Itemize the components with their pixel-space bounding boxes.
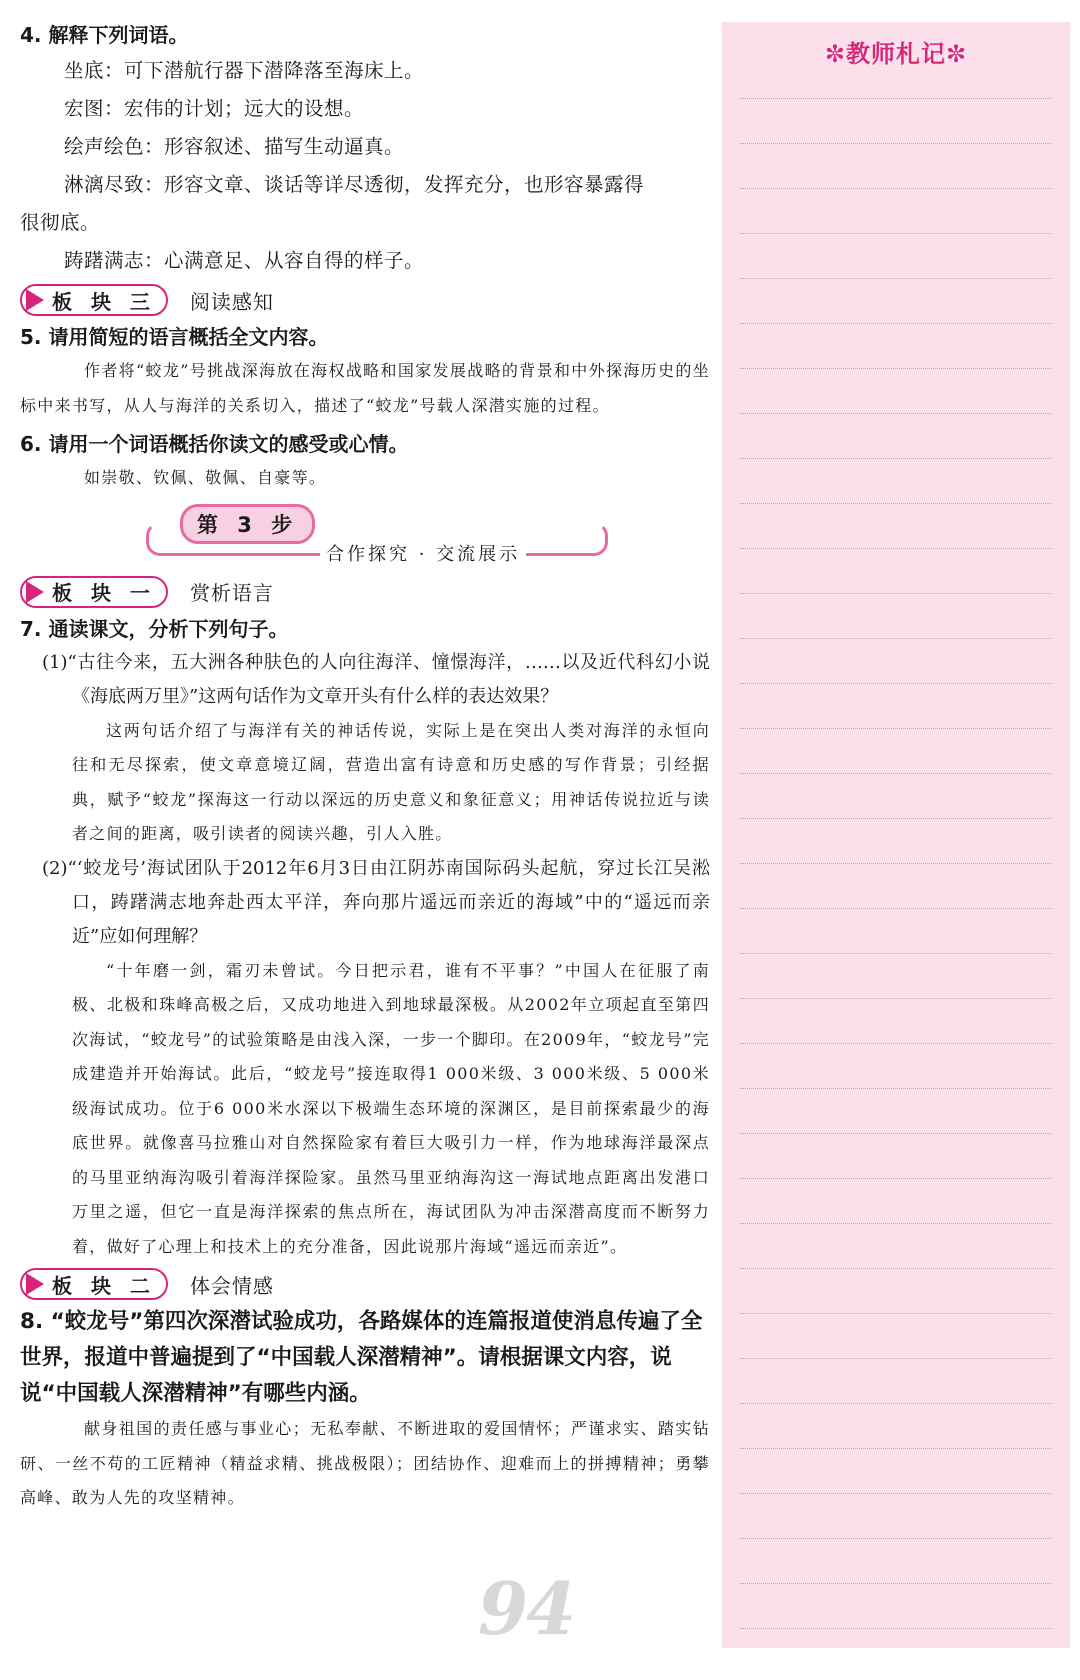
note-ruling-line	[740, 1403, 1052, 1404]
section-title: 赏析语言	[189, 581, 274, 605]
question-7-title: 7. 通读课文，分析下列句子。	[20, 616, 289, 641]
note-ruling-line	[740, 323, 1052, 324]
term-definition: 淋漓尽致：形容文章、谈话等详尽透彻，发挥充分，也形容暴露得	[64, 173, 645, 196]
question-5-title: 5. 请用简短的语言概括全文内容。	[20, 325, 329, 349]
step-subtitle: 合作探究 · 交流展示	[320, 540, 526, 566]
question-8-answer: 献身祖国的责任感与事业心；无私奉献、不断进取的爱国情怀；严谨求实、踏实钻研、一丝不苟的工匠精神（精益求精、挑战极限）；团结协作、迎难而上的拼搏精神；勇攀高峰、敢为人先的攻坚精神。	[20, 1419, 710, 1507]
question-5-answer: 作者将“蛟龙”号挑战深海放在海权战略和国家发展战略的背景和中外探海历史的坐标中来书写，从人与海洋的关系切入，描述了“蛟龙”号载人深潜实施的过程。	[20, 361, 710, 415]
note-ruling-line	[740, 188, 1052, 189]
term-definition: 绘声绘色：形容叙述、描写生动逼真。	[64, 135, 405, 158]
note-ruling-line	[740, 368, 1052, 369]
term-definition: 坐底：可下潜航行器下潜降落至海床上。	[64, 59, 425, 82]
section-badge-label: 板 块 一	[52, 581, 156, 605]
section-badge	[20, 576, 168, 608]
question-7-sub1: (1)“古往今来，五大洲各种肤色的人向往海洋、憧憬海洋，……以及近代科幻小说《海底两万里》”这两句话作为文章开头有什么样的表达效果？	[42, 651, 710, 707]
note-ruling-line	[740, 1043, 1052, 1044]
note-ruling-line	[740, 908, 1052, 909]
note-ruling-line	[740, 1313, 1052, 1314]
note-ruling-line	[740, 548, 1052, 549]
note-ruling-line	[740, 1088, 1052, 1089]
section-badge-label: 板 块 三	[52, 289, 156, 314]
note-ruling-line	[740, 638, 1052, 639]
step-label: 第 3 步	[180, 504, 315, 544]
note-ruling-line	[740, 728, 1052, 729]
note-ruling-line	[740, 863, 1052, 864]
teacher-notes-title: ✼教师札记✼	[824, 40, 968, 68]
question-7-sub2-answer: “十年磨一剑，霜刃未曾试。今日把示君，谁有不平事？”中国人在征服了南极、北极和珠峰高极之后，又成功地进入到地球最深极。从2002年立项起直至第四次海试，“蛟龙号”的试验策略是由浅入深，一步一个脚印。在2009年，“蛟龙号”完成建造并开始海试。此后，“蛟龙号”接连取得1 000米级、3 000米级、5 000米级海试成功。位于6 000米水深以下极端生态环境的深渊区，是目前探索最少的海底世界。就像喜马拉雅山对自然探险家有着巨大吸引力一样，作为地球海洋最深点的马里亚纳海沟吸引着海洋探险家。虽然马里亚纳海沟这一海试地点距离出发港口万里之遥，但它一直是海洋探索的焦点所在，海试团队为冲击深潜高度而不断努力着，做好了心理上和技术上的充分准备，因此说那片海域“遥远而亲近”。	[72, 960, 710, 1256]
question-7-sub2: (2)“‘蛟龙号’海试团队于2012年6月3日由江阴苏南国际码头起航，穿过长江吴淞口，踌躇满志地奔赴西太平洋，奔向那片遥远而亲近的海域”中的“遥远而亲近”应如何理解？	[42, 857, 710, 947]
note-ruling-line	[740, 998, 1052, 999]
question-8-title: 8. “蛟龙号”第四次深潜试验成功，各路媒体的连篇报道使消息传遍了全世界，报道中普遍提到了“中国载人深潜精神”。请根据课文内容，说说“中国载人深潜精神”有哪些内涵。	[20, 1309, 703, 1406]
note-ruling-line	[740, 1493, 1052, 1494]
note-ruling-line	[740, 593, 1052, 594]
term-definition: 踌躇满志：心满意足、从容自得的样子。	[64, 249, 425, 272]
note-ruling-line	[740, 458, 1052, 459]
note-ruling-line	[740, 683, 1052, 684]
main-content	[20, 18, 710, 1516]
section-header-1	[20, 574, 710, 610]
note-ruling-line	[740, 1538, 1052, 1539]
play-triangle-icon	[26, 581, 44, 603]
note-ruling-line	[740, 1628, 1052, 1629]
section-badge-label: 板 块 二	[52, 1273, 156, 1298]
page-number: 94	[478, 1566, 575, 1651]
note-ruling-line	[740, 773, 1052, 774]
note-ruling-line	[740, 233, 1052, 234]
note-ruling-line	[740, 1133, 1052, 1134]
section-header-3	[20, 282, 710, 318]
note-ruling-line	[740, 1358, 1052, 1359]
note-ruling-line	[740, 413, 1052, 414]
section-title: 体会情感	[189, 1273, 274, 1298]
term-definition: 宏图：宏伟的计划；远大的设想。	[64, 97, 365, 120]
question-4-title: 4. 解释下列词语。	[20, 23, 189, 47]
note-ruling-line	[740, 1223, 1052, 1224]
note-ruling-line	[740, 98, 1052, 99]
note-ruling-line	[740, 1583, 1052, 1584]
play-triangle-icon	[26, 289, 44, 311]
question-6-answer: 如崇敬、钦佩、敬佩、自豪等。	[84, 468, 327, 487]
note-ruling-line	[740, 953, 1052, 954]
section-badge	[20, 1268, 168, 1300]
section-title: 阅读感知	[189, 289, 274, 314]
teacher-notes-panel	[722, 22, 1070, 1648]
section-badge	[20, 284, 168, 316]
note-ruling-line	[740, 1268, 1052, 1269]
note-ruling-line	[740, 1178, 1052, 1179]
note-ruling-line	[740, 278, 1052, 279]
note-ruling-line	[740, 143, 1052, 144]
play-triangle-icon	[26, 1273, 44, 1295]
question-6-title: 6. 请用一个词语概括你读文的感受或心情。	[20, 432, 409, 456]
note-ruling-line	[740, 818, 1052, 819]
step-banner	[20, 504, 710, 568]
term-definition-continued: 很彻底。	[20, 211, 101, 234]
section-header-2	[20, 1266, 710, 1302]
note-ruling-line	[740, 1448, 1052, 1449]
question-7-sub1-answer: 这两句话介绍了与海洋有关的神话传说，实际上是在突出人类对海洋的永恒向往和无尽探索，使文章意境辽阔，营造出富有诗意和历史感的写作背景；引经据典，赋予“蛟龙”探海这一行动以深远的历史意义和象征意义；用神话传说拉近与读者之间的距离，吸引读者的阅读兴趣，引人入胜。	[72, 720, 710, 843]
note-ruling-line	[740, 503, 1052, 504]
